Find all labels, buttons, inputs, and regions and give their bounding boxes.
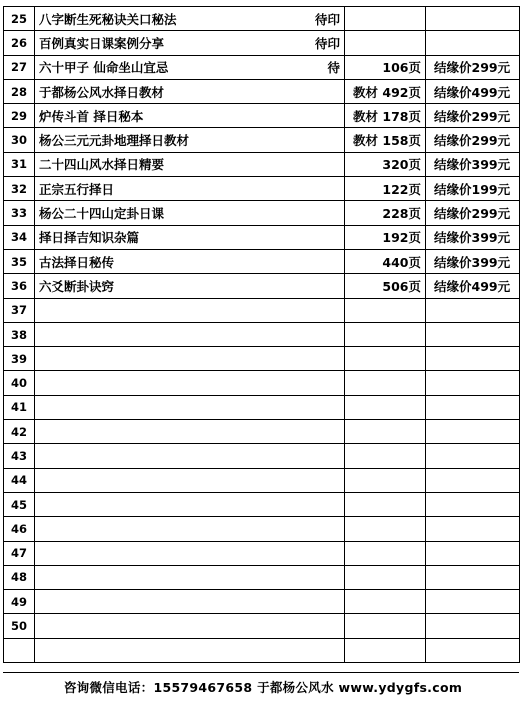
- book-title: 正宗五行择日: [39, 181, 115, 197]
- book-title-cell: [35, 638, 345, 662]
- book-title-cell: [35, 31, 345, 55]
- book-title: 百例真实日课案例分享: [39, 35, 165, 51]
- table-row: [4, 274, 520, 298]
- table-row: [4, 614, 520, 638]
- book-title-cell: [35, 177, 345, 201]
- print-status: 待印: [314, 11, 340, 27]
- page-count: 506页: [345, 274, 426, 298]
- row-number: 47: [4, 541, 35, 565]
- table-row: [4, 468, 520, 492]
- print-status: 待: [327, 60, 340, 76]
- table-row: [4, 55, 520, 79]
- price: [426, 395, 520, 419]
- book-title-cell: [35, 614, 345, 638]
- table-row: [4, 104, 520, 128]
- book-title: 于都杨公风水择日教材: [39, 84, 165, 100]
- book-title-cell: [35, 565, 345, 589]
- table-row: [4, 128, 520, 152]
- catalog-table-body: [4, 7, 520, 663]
- row-number: 35: [4, 249, 35, 273]
- book-title-cell: [35, 152, 345, 176]
- table-row: [4, 298, 520, 322]
- price: [426, 371, 520, 395]
- table-row: [4, 565, 520, 589]
- book-title-cell: [35, 541, 345, 565]
- row-number: 36: [4, 274, 35, 298]
- page-count: [345, 590, 426, 614]
- row-number: 42: [4, 420, 35, 444]
- catalog-table: [3, 6, 520, 663]
- table-row: [4, 492, 520, 516]
- table-row: [4, 79, 520, 103]
- footer-divider: [3, 672, 519, 673]
- price: 结缘价499元: [426, 79, 520, 103]
- page-count: [345, 298, 426, 322]
- page-count: 教材 158页: [345, 128, 426, 152]
- book-title: 杨公三元元卦地理择日教材: [39, 133, 190, 149]
- contact-footer: 咨询微信电话：15579467658 于都杨公风水 www.ydygfs.com: [63, 680, 463, 695]
- page-count: 320页: [345, 152, 426, 176]
- table-row: [4, 638, 520, 662]
- book-title: 二十四山风水择日精要: [39, 157, 165, 173]
- row-number: 33: [4, 201, 35, 225]
- page-count: [345, 541, 426, 565]
- page-count: [345, 492, 426, 516]
- page-count: 122页: [345, 177, 426, 201]
- book-title: 炉传斗首 择日秘本: [39, 108, 144, 124]
- row-number: 31: [4, 152, 35, 176]
- row-number: 50: [4, 614, 35, 638]
- row-number: 25: [4, 7, 35, 31]
- row-number: 44: [4, 468, 35, 492]
- row-number: 26: [4, 31, 35, 55]
- book-title-cell: [35, 444, 345, 468]
- price: [426, 7, 520, 31]
- page-count: [345, 7, 426, 31]
- row-number: 43: [4, 444, 35, 468]
- row-number: 49: [4, 590, 35, 614]
- price: [426, 444, 520, 468]
- price: [426, 31, 520, 55]
- table-row: [4, 347, 520, 371]
- price: [426, 638, 520, 662]
- book-title-cell: [35, 55, 345, 79]
- price: [426, 322, 520, 346]
- book-title: 杨公二十四山定卦日课: [39, 206, 165, 222]
- table-row: [4, 517, 520, 541]
- book-title-cell: [35, 274, 345, 298]
- table-row: [4, 177, 520, 201]
- row-number: 38: [4, 322, 35, 346]
- book-title: 择日择吉知识杂篇: [39, 230, 140, 246]
- price: 结缘价399元: [426, 152, 520, 176]
- price: [426, 590, 520, 614]
- row-number: 45: [4, 492, 35, 516]
- book-title-cell: [35, 590, 345, 614]
- book-title-cell: [35, 225, 345, 249]
- book-title-cell: [35, 395, 345, 419]
- book-title-cell: [35, 104, 345, 128]
- row-number: 39: [4, 347, 35, 371]
- page-count: 106页: [345, 55, 426, 79]
- price: 结缘价299元: [426, 104, 520, 128]
- row-number: 28: [4, 79, 35, 103]
- price: 结缘价399元: [426, 225, 520, 249]
- book-title-cell: [35, 249, 345, 273]
- price: 结缘价199元: [426, 177, 520, 201]
- row-number: 37: [4, 298, 35, 322]
- price: 结缘价299元: [426, 128, 520, 152]
- price: [426, 565, 520, 589]
- row-number: 46: [4, 517, 35, 541]
- book-title: 六十甲子 仙命坐山宜忌: [39, 60, 169, 76]
- page-count: [345, 420, 426, 444]
- row-number: 27: [4, 55, 35, 79]
- book-title-cell: [35, 298, 345, 322]
- row-number: 48: [4, 565, 35, 589]
- book-title-cell: [35, 420, 345, 444]
- price: 结缘价299元: [426, 55, 520, 79]
- page-count: [345, 614, 426, 638]
- page-count: 192页: [345, 225, 426, 249]
- book-title: 八字断生死秘诀关口秘法: [39, 11, 177, 27]
- row-number: 41: [4, 395, 35, 419]
- book-title-cell: [35, 7, 345, 31]
- page-count: 440页: [345, 249, 426, 273]
- page-count: [345, 322, 426, 346]
- price: 结缘价499元: [426, 274, 520, 298]
- price: [426, 420, 520, 444]
- price: [426, 468, 520, 492]
- page-count: 教材 492页: [345, 79, 426, 103]
- book-title-cell: [35, 517, 345, 541]
- page-count: [345, 638, 426, 662]
- book-title-cell: [35, 347, 345, 371]
- row-number: [4, 638, 35, 662]
- page-count: [345, 468, 426, 492]
- table-row: [4, 395, 520, 419]
- page-count: [345, 31, 426, 55]
- price: [426, 492, 520, 516]
- row-number: 32: [4, 177, 35, 201]
- page-count: [345, 371, 426, 395]
- price: 结缘价399元: [426, 249, 520, 273]
- table-row: [4, 7, 520, 31]
- table-row: [4, 420, 520, 444]
- table-row: [4, 201, 520, 225]
- table-row: [4, 541, 520, 565]
- row-number: 29: [4, 104, 35, 128]
- price: 结缘价299元: [426, 201, 520, 225]
- page-count: [345, 395, 426, 419]
- book-title-cell: [35, 468, 345, 492]
- price: [426, 347, 520, 371]
- book-title: 古法择日秘传: [39, 254, 115, 270]
- table-row: [4, 322, 520, 346]
- row-number: 30: [4, 128, 35, 152]
- price: [426, 541, 520, 565]
- price: [426, 298, 520, 322]
- book-title-cell: [35, 492, 345, 516]
- page-count: [345, 517, 426, 541]
- book-title-cell: [35, 128, 345, 152]
- page-count: [345, 565, 426, 589]
- print-status: 待印: [314, 35, 340, 51]
- book-title-cell: [35, 322, 345, 346]
- book-title: 六爻断卦诀窍: [39, 278, 115, 294]
- book-title-cell: [35, 371, 345, 395]
- price: [426, 517, 520, 541]
- page-count: 228页: [345, 201, 426, 225]
- table-row: [4, 444, 520, 468]
- page-count: [345, 347, 426, 371]
- table-row: [4, 152, 520, 176]
- table-row: [4, 31, 520, 55]
- row-number: 40: [4, 371, 35, 395]
- table-row: [4, 225, 520, 249]
- price: [426, 614, 520, 638]
- book-title-cell: [35, 79, 345, 103]
- page-count: 教材 178页: [345, 104, 426, 128]
- book-title-cell: [35, 201, 345, 225]
- row-number: 34: [4, 225, 35, 249]
- table-row: [4, 249, 520, 273]
- page-count: [345, 444, 426, 468]
- table-row: [4, 371, 520, 395]
- table-row: [4, 590, 520, 614]
